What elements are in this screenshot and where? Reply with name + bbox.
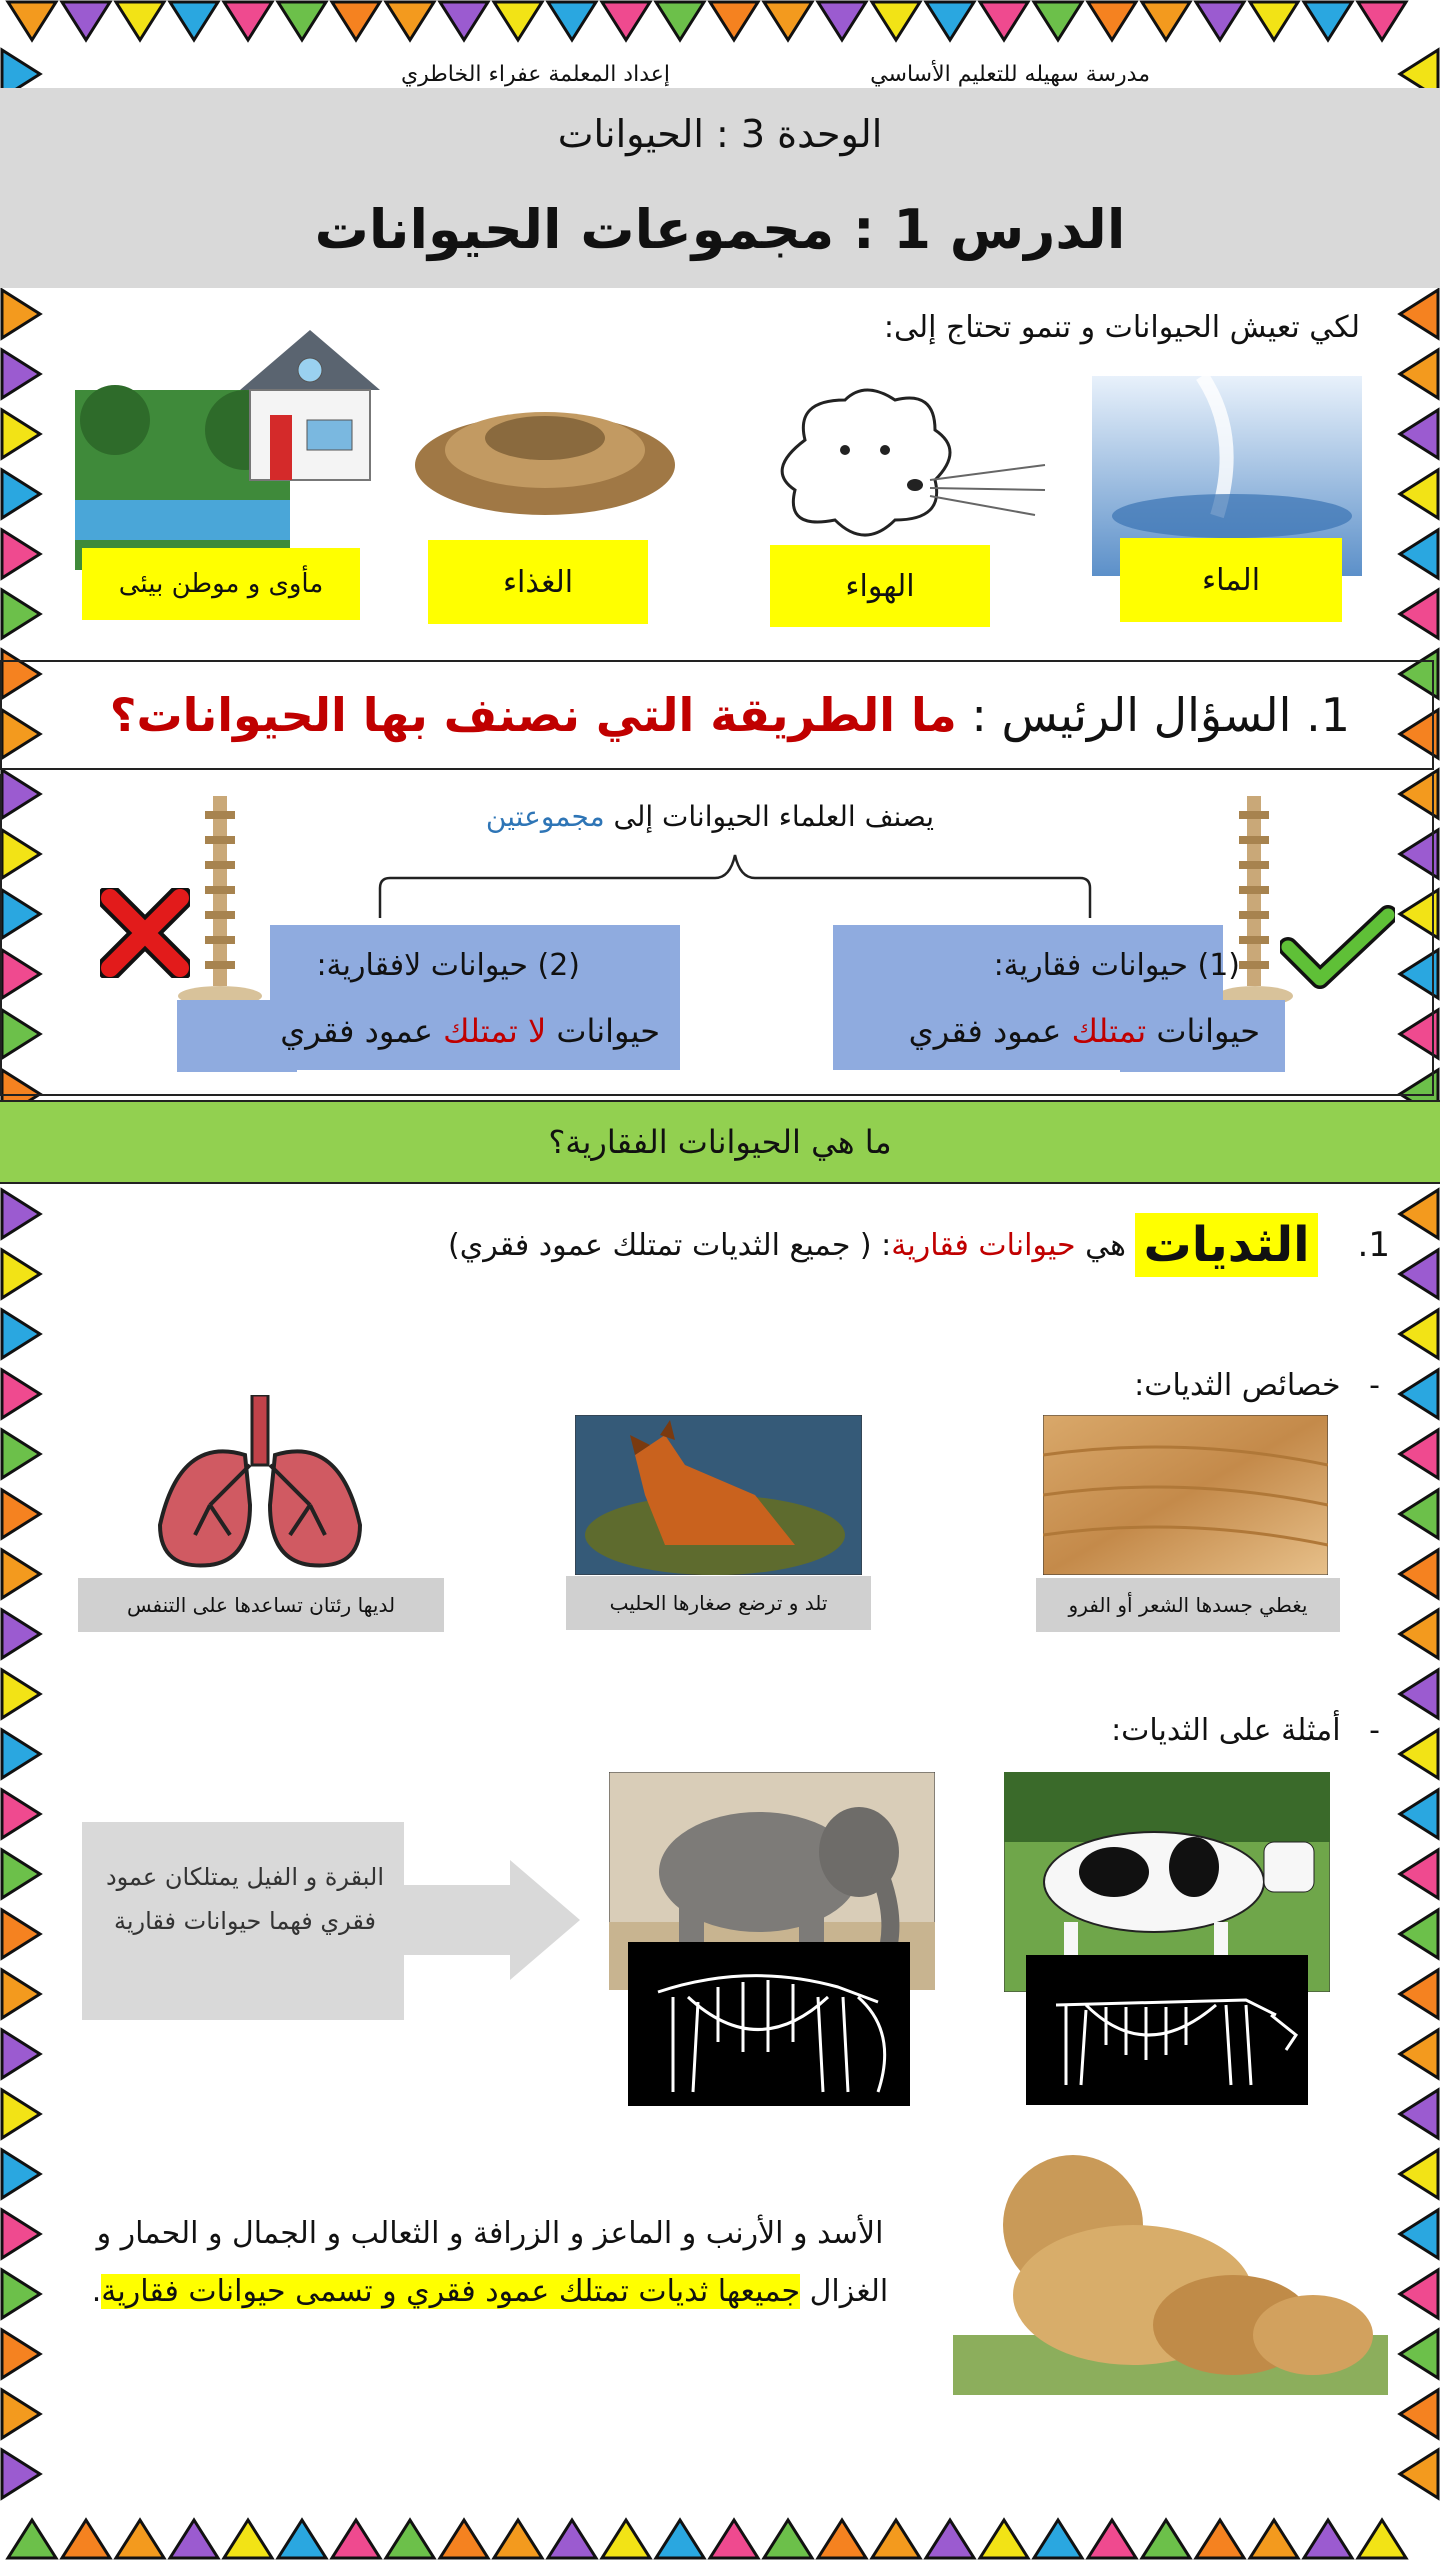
blowing-wind-image	[765, 380, 1050, 560]
main-question-text: ما الطريقة التي نصنف بها الحيوانات؟	[109, 688, 957, 742]
example-note: البقرة و الفيل يمتلكان عمود فقري فهما حيوانات فقارية	[105, 1863, 385, 1935]
seeds-food-image	[410, 390, 680, 520]
fox-nursing-image	[575, 1415, 862, 1575]
invertebrates-desc	[190, 1012, 660, 1050]
lungs-icon	[150, 1395, 370, 1575]
need-food-label: الغذاء	[428, 540, 648, 624]
vertebrates-desc-a: حيوانات	[1146, 1012, 1260, 1050]
shelter-habitat-image	[75, 330, 380, 570]
vertebrates-title: (1) حيوانات فقارية:	[993, 948, 1240, 983]
fur-image	[1043, 1415, 1328, 1575]
mammals-summary	[80, 2205, 900, 2321]
bracket-icon	[370, 850, 1100, 920]
arrow-right-icon	[390, 1860, 585, 1980]
classification-intro-highlight: مجموعتين	[485, 800, 605, 833]
need-shelter-label: مأوى و موطن بيئى	[82, 548, 360, 620]
classification-intro	[430, 800, 990, 833]
feature-lungs-caption: لديها رئتان تساعدها على التنفس	[78, 1578, 444, 1632]
mammals-word: الثديات	[1135, 1213, 1317, 1277]
classification-intro-text: يصنف العلماء الحيوانات إلى	[604, 800, 935, 833]
invertebrates-desc-c: عمود فقري	[280, 1012, 444, 1050]
school-name: مدرسة سهيله للتعليم الأساسي	[870, 62, 1150, 87]
summary-highlight: جميعها ثديات تمتلك عمود فقري و تسمى حيوانات فقارية	[101, 2274, 801, 2309]
summary-text-a: الأسد و الأرنب و الماعز و الزرافة و الثعالب و الجمال و الحمار و الغزال	[96, 2216, 889, 2309]
green-banner: ما هي الحيوانات الفقارية؟	[0, 1100, 1440, 1184]
feature-fur-caption: يغطي جسدها الشعر أو الفرو	[1036, 1578, 1340, 1632]
summary-text-c: .	[91, 2274, 102, 2309]
unit-title: الوحدة 3 : الحيوانات	[557, 112, 883, 156]
lions-image	[953, 2135, 1388, 2395]
need-water-label: الماء	[1120, 538, 1342, 622]
vertebrates-desc-c: عمود فقري	[908, 1012, 1072, 1050]
lesson-title: الدرس 1 : مجموعات الحيوانات	[314, 198, 1126, 261]
checkmark-icon	[1280, 905, 1395, 990]
invertebrates-title: (2) حيوانات لافقارية:	[316, 948, 580, 983]
vertebrates-desc-b: تمتلك	[1071, 1012, 1147, 1050]
examples-heading: - أمثلة على الثديات:	[1111, 1713, 1380, 1748]
invertebrates-desc-a: حيوانات	[546, 1012, 660, 1050]
invertebrates-desc-b: لا تمتلك	[443, 1012, 547, 1050]
main-question	[110, 688, 1350, 742]
teacher-name: إعداد المعلمة عفراء الخاطري	[400, 62, 670, 87]
feature-milk-caption: تلد و ترضع صغارها الحليب	[566, 1576, 871, 1630]
vertebrates-desc	[800, 1012, 1260, 1050]
mammals-definition	[448, 1213, 1390, 1277]
elephant-skeleton-image	[628, 1942, 910, 2106]
needs-intro: لكي تعيش الحيوانات و تنمو تحتاج إلى:	[883, 310, 1360, 345]
mammals-number: 1.	[1357, 1225, 1390, 1265]
mammals-def-b: حيوانات فقارية	[891, 1227, 1076, 1263]
cow-skeleton-image	[1026, 1955, 1308, 2105]
main-question-prefix: 1. السؤال الرئيس :	[956, 688, 1350, 742]
need-air-label: الهواء	[770, 545, 990, 627]
mammals-def-a: هي	[1075, 1227, 1136, 1263]
mammals-def-c: : ( جميع الثديات تمتلك عمود فقري)	[448, 1227, 892, 1263]
features-heading: - خصائص الثديات:	[1134, 1368, 1380, 1403]
x-mark-icon	[100, 888, 190, 978]
